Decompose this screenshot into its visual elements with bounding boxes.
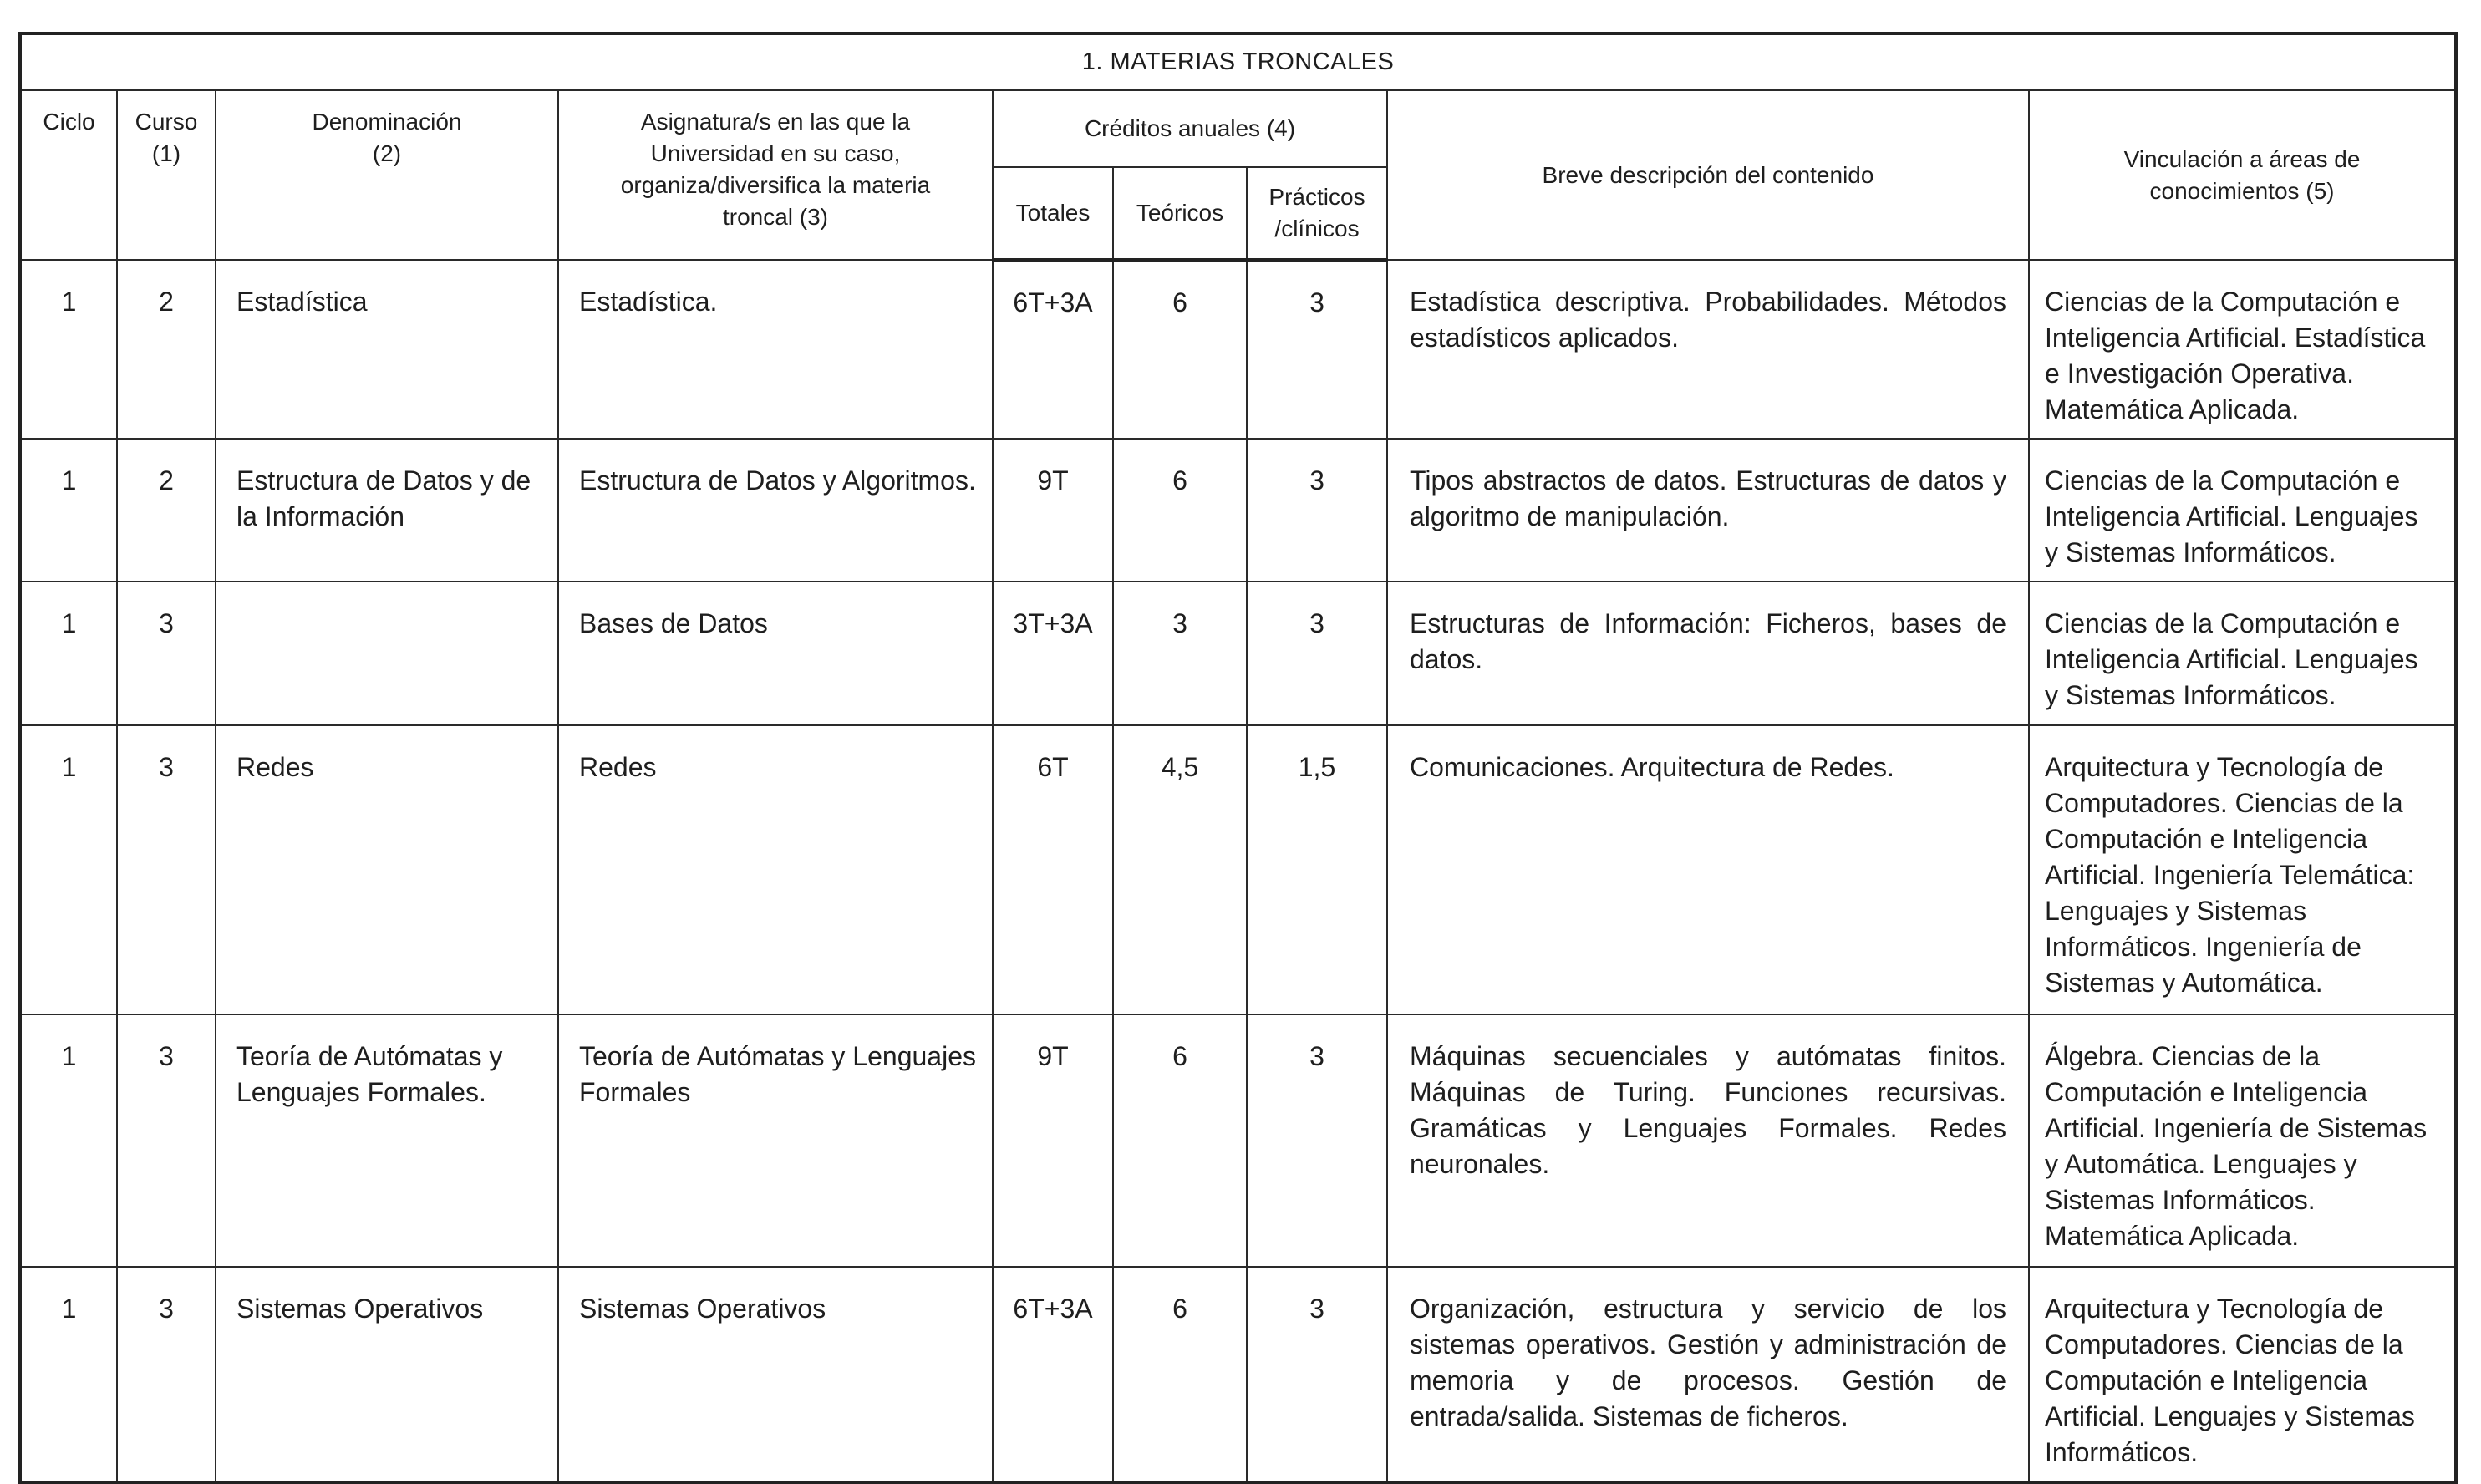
- header-denominacion: [216, 90, 558, 261]
- cell-practicos: 3: [1247, 582, 1387, 725]
- table-row: [20, 725, 2456, 1014]
- cell-totales: 9T: [993, 439, 1113, 582]
- cell-ciclo: 1: [20, 439, 117, 582]
- cell-vinculacion: Álgebra. Ciencias de la Computación e Inteligencia Artificial. Ingeniería de Sistemas y Automática. Lenguajes y Sistemas Informáticos. Matemática Aplicada.: [2029, 1014, 2456, 1267]
- cell-practicos: 3: [1247, 1267, 1387, 1482]
- cell-denominacion: [216, 582, 558, 725]
- cell-teoricos: 6: [1113, 1267, 1247, 1482]
- cell-asignatura: Bases de Datos: [558, 582, 993, 725]
- header-vinculacion-label: Vinculación a áreas de conocimientos (5): [2123, 145, 2361, 204]
- table-row: [20, 1267, 2456, 1482]
- cell-curso: 2: [117, 260, 216, 439]
- cell-descripcion: Comunicaciones. Arquitectura de Redes.: [1387, 725, 2029, 1014]
- cell-totales: 6T+3A: [993, 260, 1113, 439]
- cell-practicos: 1,5: [1247, 725, 1387, 1014]
- header-descripcion-label: Breve descripción del contenido: [1542, 161, 1874, 188]
- cell-denominacion: Sistemas Operativos: [216, 1267, 558, 1482]
- cell-descripcion: Organización, estructura y servicio de los sistemas operativos. Gestión y administración de memoria y de procesos. Gestión de entrada/salida. Sistemas de ficheros.: [1387, 1267, 2029, 1482]
- header-creditos: [993, 90, 1387, 168]
- cell-denominacion: Teoría de Autómatas y Lenguajes Formales.: [216, 1014, 558, 1267]
- header-curso-label: Curso: [135, 109, 198, 135]
- cell-asignatura: Redes: [558, 725, 993, 1014]
- cell-vinculacion: Ciencias de la Computación e Inteligencia Artificial. Lenguajes y Sistemas Informáticos.: [2029, 582, 2456, 725]
- header-vinculacion: [2029, 90, 2456, 261]
- cell-ciclo: 1: [20, 1014, 117, 1267]
- cell-teoricos: 6: [1113, 260, 1247, 439]
- cell-teoricos: 3: [1113, 582, 1247, 725]
- cell-denominacion: Estructura de Datos y de la Información: [216, 439, 558, 582]
- header-practicos: Prácticos /clínicos: [1247, 167, 1387, 260]
- header-curso-note: (1): [151, 140, 181, 166]
- header-denominacion-note: (2): [372, 140, 402, 166]
- header-curso: [117, 90, 216, 261]
- table-title: 1. MATERIAS TRONCALES: [20, 33, 2456, 90]
- cell-practicos: 3: [1247, 1014, 1387, 1267]
- cell-descripcion: Estadística descriptiva. Probabilidades. Métodos estadísticos aplicados.: [1387, 260, 2029, 439]
- cell-curso: 3: [117, 582, 216, 725]
- cell-teoricos: 6: [1113, 1014, 1247, 1267]
- cell-denominacion: Redes: [216, 725, 558, 1014]
- cell-ciclo: 1: [20, 260, 117, 439]
- header-ciclo-label: Ciclo: [43, 109, 95, 135]
- cell-teoricos: 6: [1113, 439, 1247, 582]
- cell-vinculacion: Ciencias de la Computación e Inteligencia Artificial. Estadística e Investigación Operativa. Matemática Aplicada.: [2029, 260, 2456, 439]
- cell-totales: 6T: [993, 725, 1113, 1014]
- cell-descripcion: Máquinas secuenciales y autómatas finitos. Máquinas de Turing. Funciones recursivas. Gramáticas y Lenguajes Formales. Redes neuronales.: [1387, 1014, 2029, 1267]
- header-creditos-label: Créditos anuales (4): [1084, 115, 1296, 141]
- cell-descripcion: Estructuras de Información: Ficheros, bases de datos.: [1387, 582, 2029, 725]
- header-teoricos: Teóricos: [1113, 167, 1247, 260]
- header-descripcion: [1387, 90, 2029, 261]
- cell-totales: 6T+3A: [993, 1267, 1113, 1482]
- header-asignatura-label: Asignatura/s en las que la Universidad en su caso, organiza/diversifica la materia troncal (3): [620, 109, 931, 230]
- cell-vinculacion: Arquitectura y Tecnología de Computadores. Ciencias de la Computación e Inteligencia Artificial. Lenguajes y Sistemas Informáticos.: [2029, 1267, 2456, 1482]
- cell-totales: 9T: [993, 1014, 1113, 1267]
- cell-practicos: 3: [1247, 260, 1387, 439]
- header-ciclo: [20, 90, 117, 261]
- header-asignatura: [558, 90, 993, 261]
- table-row: [20, 439, 2456, 582]
- cell-asignatura: Estructura de Datos y Algoritmos.: [558, 439, 993, 582]
- cell-asignatura: Sistemas Operativos: [558, 1267, 993, 1482]
- cell-vinculacion: Arquitectura y Tecnología de Computadores. Ciencias de la Computación e Inteligencia Artificial. Ingeniería Telemática: Lenguajes y Sistemas Informáticos. Ingeniería de Sistemas y Automática.: [2029, 725, 2456, 1014]
- cell-curso: 3: [117, 725, 216, 1014]
- cell-practicos: 3: [1247, 439, 1387, 582]
- cell-ciclo: 1: [20, 1267, 117, 1482]
- cell-asignatura: Teoría de Autómatas y Lenguajes Formales: [558, 1014, 993, 1267]
- cell-descripcion: Tipos abstractos de datos. Estructuras de datos y algoritmo de manipulación.: [1387, 439, 2029, 582]
- cell-totales: 3T+3A: [993, 582, 1113, 725]
- cell-curso: 2: [117, 439, 216, 582]
- cell-denominacion: Estadística: [216, 260, 558, 439]
- table-row: [20, 260, 2456, 439]
- cell-curso: 3: [117, 1267, 216, 1482]
- table-row: [20, 582, 2456, 725]
- cell-teoricos: 4,5: [1113, 725, 1247, 1014]
- materias-troncales-table: [18, 32, 2458, 1484]
- cell-curso: 3: [117, 1014, 216, 1267]
- cell-ciclo: 1: [20, 582, 117, 725]
- header-denominacion-label: Denominación: [312, 109, 462, 135]
- table-row: [20, 1014, 2456, 1267]
- cell-ciclo: 1: [20, 725, 117, 1014]
- cell-vinculacion: Ciencias de la Computación e Inteligencia Artificial. Lenguajes y Sistemas Informáticos.: [2029, 439, 2456, 582]
- header-totales: Totales: [993, 167, 1113, 260]
- document-page: [18, 32, 2454, 1467]
- cell-asignatura: Estadística.: [558, 260, 993, 439]
